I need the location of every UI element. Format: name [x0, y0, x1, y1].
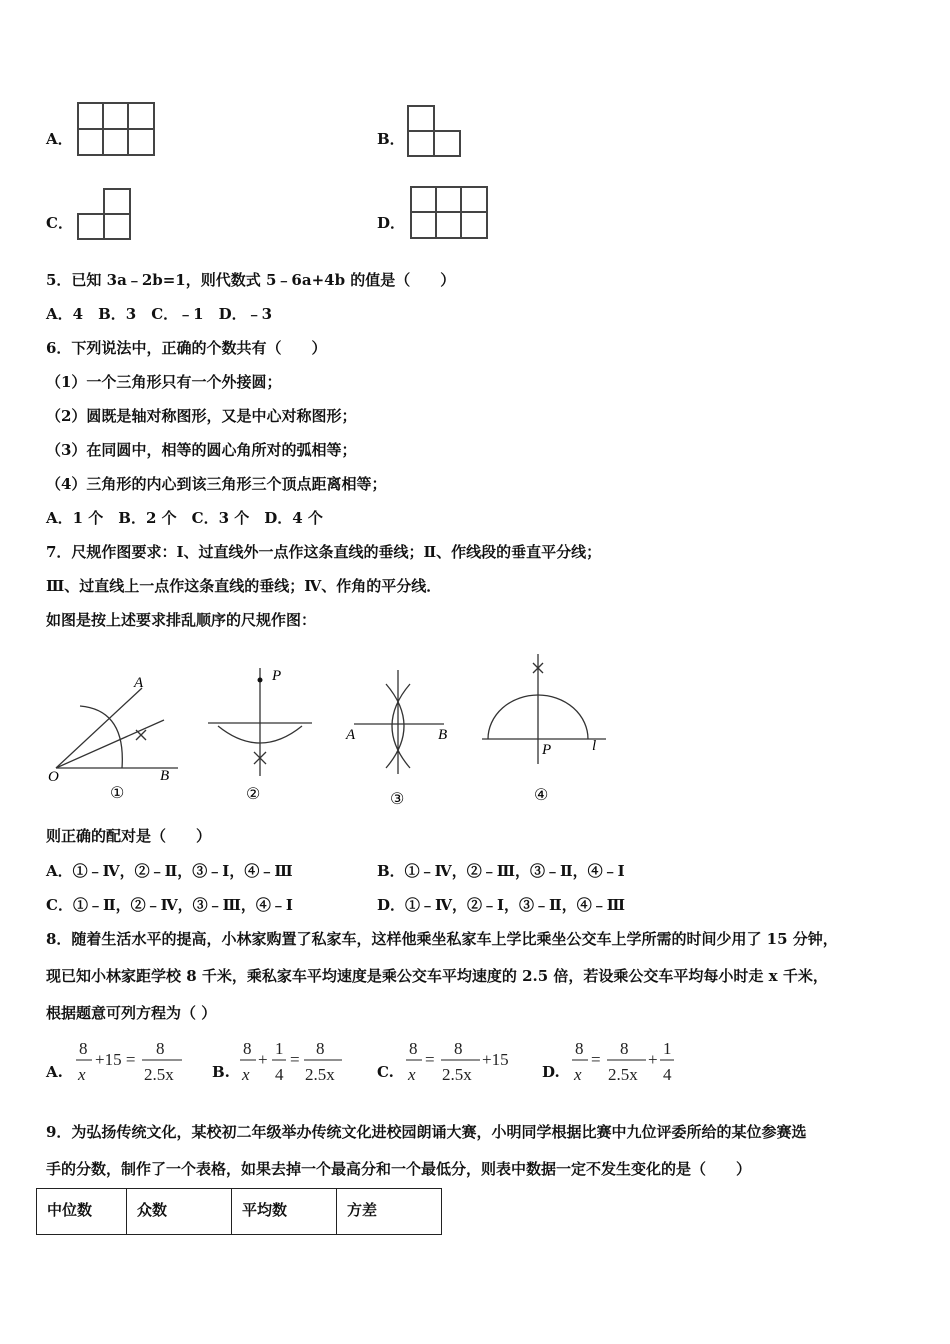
- q8d-rhs-numerator: 8: [620, 1039, 629, 1058]
- q8a-rhs-numerator: 8: [156, 1039, 165, 1058]
- q7-f1-number: ①: [110, 785, 125, 802]
- q7-line-2: Ⅲ、过直线上一点作这条直线的垂线；Ⅳ、作角的平分线．: [46, 577, 442, 595]
- q8c-numerator: 8: [409, 1039, 418, 1058]
- q8d-numerator: 8: [575, 1039, 584, 1058]
- q4-option-b-figure: [406, 104, 462, 158]
- q8a-numerator: 8: [79, 1039, 88, 1058]
- q7-f4-number: ④: [534, 787, 549, 804]
- q7-f4-label-p: P: [542, 742, 552, 758]
- q9-header-mode: 众数: [127, 1189, 232, 1235]
- q4-option-a-label: A．: [46, 130, 73, 148]
- q7-option-a: A．①﹣Ⅳ，②﹣Ⅱ，③﹣Ⅰ，④﹣Ⅲ: [46, 862, 293, 880]
- q8c-equals: =: [425, 1050, 435, 1069]
- q8-option-b-label: B.: [212, 1063, 230, 1081]
- q9-statistics-table: [36, 1188, 442, 1235]
- q8c-rhs-denominator: 2.5x: [442, 1065, 472, 1084]
- q7-line-3: 如图是按上述要求排乱顺序的尺规作图：: [46, 611, 317, 629]
- q4-option-a-figure: [76, 101, 156, 157]
- q8-line-2: 现已知小林家距学校 8 千米，乘私家车平均速度是乘公交车平均速度的 2.5 倍，若设乘公交车平均每小时走 x 千米，: [46, 967, 828, 985]
- q8c-denominator: x: [408, 1065, 416, 1084]
- q8-option-d-label: D.: [542, 1063, 560, 1081]
- q8b-equals: =: [290, 1050, 300, 1069]
- q8-option-d-equation: [570, 1034, 680, 1088]
- q7-figure-1: [44, 670, 184, 805]
- q8-line-3: 根据题意可列方程为（ ）: [46, 1004, 217, 1022]
- q8-line-1: 8．随着生活水平的提高，小林家购置了私家车，这样他乘坐私家车上学比乘坐公交车上学所需的时间少用了 15 分钟，: [46, 930, 838, 948]
- q8a-denominator: x: [78, 1065, 86, 1084]
- q7-f3-number: ③: [390, 791, 405, 808]
- q5-stem: 5．已知 3a﹣2b=1，则代数式 5﹣6a+4b 的值是（ ）: [46, 271, 456, 289]
- q7-line-1: 7．尺规作图要求：Ⅰ、过直线外一点作这条直线的垂线；Ⅱ、作线段的垂直平分线；: [46, 543, 602, 561]
- q4-option-b-label: B．: [377, 130, 405, 148]
- q4-option-d-label: D．: [377, 214, 406, 232]
- q8d-denominator: x: [574, 1065, 582, 1084]
- q7-figure-4: [478, 650, 608, 808]
- q8d-rhs-denominator: 2.5x: [608, 1065, 638, 1084]
- q7-option-b: B．①﹣Ⅳ，②﹣Ⅲ，③﹣Ⅱ，④﹣Ⅰ: [377, 862, 625, 880]
- q6-item-3: （3）在同圆中，相等的圆心角所对的弧相等；: [46, 441, 357, 459]
- q7-f4-label-l: l: [592, 738, 597, 754]
- q9-line-2: 手的分数，制作了一个表格，如果去掉一个最高分和一个最低分，则表中数据一定不发生变化的是（ ）: [46, 1160, 752, 1178]
- q8d-frac-den: 4: [663, 1065, 672, 1084]
- q9-header-variance: 方差: [337, 1189, 442, 1235]
- q9-header-mean: 平均数: [232, 1189, 337, 1235]
- q7-f2-label-p: P: [272, 668, 282, 684]
- q8a-plus15: +15 =: [95, 1050, 136, 1069]
- q8c-plus15: +15: [482, 1050, 509, 1069]
- q9-line-1: 9．为弘扬传统文化，某校初二年级举办传统文化进校园朗诵大赛，小明同学根据比赛中九位评委所给的某位参赛选: [46, 1123, 807, 1141]
- q8d-plus: +: [648, 1050, 658, 1069]
- q5-options: A．4 B．3 C．﹣1 D．﹣3: [46, 305, 273, 323]
- q7-question: 则正确的配对是（ ）: [46, 827, 212, 845]
- q8-option-a-label: A.: [46, 1063, 63, 1081]
- q7-figure-2: [204, 660, 316, 805]
- q7-option-c: C．①﹣Ⅱ，②﹣Ⅳ，③﹣Ⅲ，④﹣Ⅰ: [46, 896, 293, 914]
- q8b-rhs-numerator: 8: [316, 1039, 325, 1058]
- q4-option-d-figure: [409, 185, 489, 240]
- q8-option-b-equation: [238, 1034, 348, 1088]
- q7-f1-label-b: B: [160, 768, 170, 784]
- q7-f1-label-a: A: [134, 675, 144, 691]
- q8a-rhs-denominator: 2.5x: [144, 1065, 174, 1084]
- q7-f1-label-o: O: [48, 769, 59, 785]
- q6-stem: 6．下列说法中，正确的个数共有（ ）: [46, 339, 327, 357]
- q7-f3-label-a: A: [346, 727, 356, 743]
- q8b-rhs-denominator: 2.5x: [305, 1065, 335, 1084]
- q6-item-4: （4）三角形的内心到该三角形三个顶点距离相等；: [46, 475, 387, 493]
- q8b-frac-den: 4: [275, 1065, 284, 1084]
- q9-header-median: 中位数: [37, 1189, 127, 1235]
- q8b-plus: +: [258, 1050, 268, 1069]
- q8b-denominator: x: [242, 1065, 250, 1084]
- q8-option-c-label: C.: [377, 1063, 394, 1081]
- q7-f3-label-b: B: [438, 727, 448, 743]
- q6-item-2: （2）圆既是轴对称图形，又是中心对称图形；: [46, 407, 357, 425]
- q6-item-1: （1）一个三角形只有一个外接圆；: [46, 373, 282, 391]
- q8-option-a-equation: [74, 1034, 194, 1088]
- table-row: [37, 1189, 442, 1235]
- q6-options: A．1 个 B．2 个 C．3 个 D．4 个: [46, 509, 323, 527]
- q8-option-c-equation: [404, 1034, 524, 1088]
- q7-option-d: D．①﹣Ⅳ，②﹣Ⅰ，③﹣Ⅱ，④﹣Ⅲ: [377, 896, 625, 914]
- q8b-frac-num: 1: [275, 1039, 284, 1058]
- q8d-equals: =: [591, 1050, 601, 1069]
- q4-option-c-figure: [76, 187, 132, 241]
- q8b-numerator: 8: [243, 1039, 252, 1058]
- q7-f2-number: ②: [246, 786, 261, 803]
- q4-option-c-label: C．: [46, 214, 73, 232]
- q7-figure-3: [342, 664, 454, 809]
- q8d-frac-num: 1: [663, 1039, 672, 1058]
- q7-f2-point-p: [258, 678, 263, 683]
- q8c-rhs-numerator: 8: [454, 1039, 463, 1058]
